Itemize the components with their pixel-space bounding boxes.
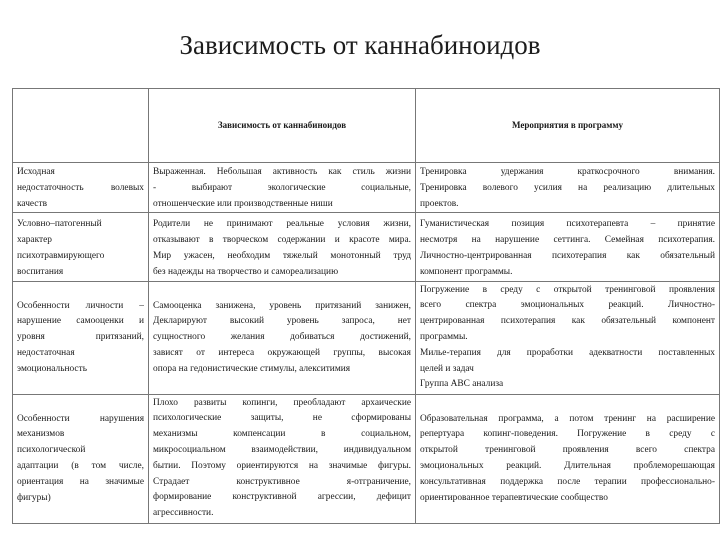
row-factor-cell	[13, 394, 149, 523]
cell-line: бытии. Поэтому ориентируются на значимые фигуры.	[153, 460, 411, 471]
row-description-cell	[149, 163, 416, 213]
cell-line: механизмы компенсации в социальном,	[153, 429, 411, 440]
slide-title: Зависимость от каннабиноидов	[179, 30, 541, 60]
header-empty-cell	[13, 89, 149, 163]
cell-line: Тренировка волевого усилия на реализацию длительных	[420, 182, 715, 193]
table-row	[13, 163, 720, 213]
cell-line: программы.	[420, 331, 468, 342]
table-row	[13, 213, 720, 281]
row-measures-cell	[416, 163, 720, 213]
cell-line: Самооценка занижена, уровень притязаний занижен,	[153, 300, 411, 311]
cell-line: компонент программы.	[420, 266, 513, 277]
header-program-measures: Мероприятия в программу	[416, 89, 720, 163]
cell-line: Родители не принимают реальные условия жизни,	[153, 219, 411, 230]
cell-line: Образовательная программа, а потом тренинг на расширение	[420, 413, 715, 424]
row-measures-cell	[416, 281, 720, 394]
row-description-cell	[149, 213, 416, 281]
cell-line: недостаточность волевых	[17, 182, 144, 193]
cell-line: ориентация на значимые	[17, 476, 144, 487]
cell-line: - выбирают экологические социальные,	[153, 182, 411, 193]
cell-line: проектов.	[420, 198, 459, 209]
cell-line: репертуара копинг-поведения. Погружение в среду с	[420, 429, 715, 440]
cell-line: адаптации (в том числе,	[17, 461, 144, 472]
cell-line: опора на гедонистические стимулы, алекситимия	[153, 363, 351, 374]
cell-line: центрированная психотерапия как обязательный компонент	[420, 316, 715, 327]
cell-line: Погружение в среду с открытой тренинговой проявления	[420, 284, 715, 295]
row-factor-cell	[13, 163, 149, 213]
cell-line: Особенности нарушения	[17, 413, 144, 424]
cell-line: Тренировка удержания краткосрочного внимания.	[420, 167, 715, 177]
row-description-cell	[149, 394, 416, 523]
table-header-row	[13, 89, 720, 163]
cell-line: нарушение самооценки и	[17, 316, 144, 327]
cell-line: эмоциональность	[17, 363, 87, 374]
cell-line: Выраженная. Небольшая активность как стиль жизни	[153, 167, 411, 177]
cell-line: качеств	[17, 198, 47, 209]
cell-line: без надежды на творчество и самореализацию	[153, 266, 339, 277]
cell-line: целей и задач	[420, 363, 474, 374]
cell-line: эмоциональных реакций. Длительная проблеморешающая	[420, 461, 715, 472]
cell-line: формирование конструктивной агрессии, дефицит	[153, 492, 411, 503]
cell-line: психологические защиты, не сформированы	[153, 413, 411, 424]
cell-line: открытой тренинговой проявления всего спектра	[420, 445, 715, 456]
cell-line: воспитания	[17, 266, 64, 277]
cell-line: несмотря на нарушение сеттинга. Семейная психотерапия.	[420, 235, 715, 246]
cell-line: Декларируют высокий уровень запроса, нет	[153, 316, 411, 327]
cell-line: Милье-терапия для проработки адекватности поставленных	[420, 347, 715, 358]
cell-line: сущностного желания добиваться достижений,	[153, 332, 411, 343]
cell-line: Страдает конструктивное я-отграничение,	[153, 476, 411, 487]
cell-line: микросоциальном взаимодействии, индивидуальном	[153, 444, 411, 455]
cell-line: уровня притязаний,	[17, 332, 144, 343]
cell-line: отказывают в творческом содержании и красоте мира.	[153, 235, 411, 246]
cell-line: всего спектра эмоциональных реакций. Личностно-	[420, 300, 715, 311]
cell-line: характер	[17, 235, 52, 246]
cell-line: Исходная	[17, 167, 55, 177]
cell-line: Личностно-центрированная психотерапия как обязательный	[420, 250, 715, 261]
cell-line: ориентированное терапевтические сообщество	[420, 492, 608, 503]
cell-line: Мир ужасен, необходим тяжелый монотонный труд	[153, 250, 411, 261]
cell-line: отношенческие или производственные ниши	[153, 198, 333, 209]
cell-line: Плохо развиты копинги, преобладают архаические	[153, 397, 411, 408]
cell-line: психотравмирующего	[17, 250, 105, 261]
cell-line: консультативная поддержка после терапии профессионально-	[420, 476, 715, 487]
header-dependency: Зависимость от каннабиноидов	[149, 89, 416, 163]
row-description-cell	[149, 281, 416, 394]
cell-line: зависят от интереса окружающей группы, высокая	[153, 347, 411, 358]
cell-line: фигуры)	[17, 492, 51, 503]
cell-line: Особенности личности –	[17, 300, 144, 311]
row-factor-cell	[13, 281, 149, 394]
cell-line: Гуманистическая позиция психотерапевта – принятие	[420, 219, 715, 230]
cell-line: Группа АВС анализа	[420, 379, 504, 390]
comparison-table	[12, 88, 720, 524]
cell-line: психологической	[17, 445, 86, 456]
table-row	[13, 281, 720, 394]
cell-line: механизмов	[17, 429, 65, 440]
cell-line: Условно–патогенный	[17, 219, 102, 230]
row-factor-cell	[13, 213, 149, 281]
cell-line: недостаточная	[17, 347, 75, 358]
cell-line: агрессивности.	[153, 508, 214, 519]
row-measures-cell	[416, 213, 720, 281]
table-row	[13, 394, 720, 523]
row-measures-cell	[416, 394, 720, 523]
